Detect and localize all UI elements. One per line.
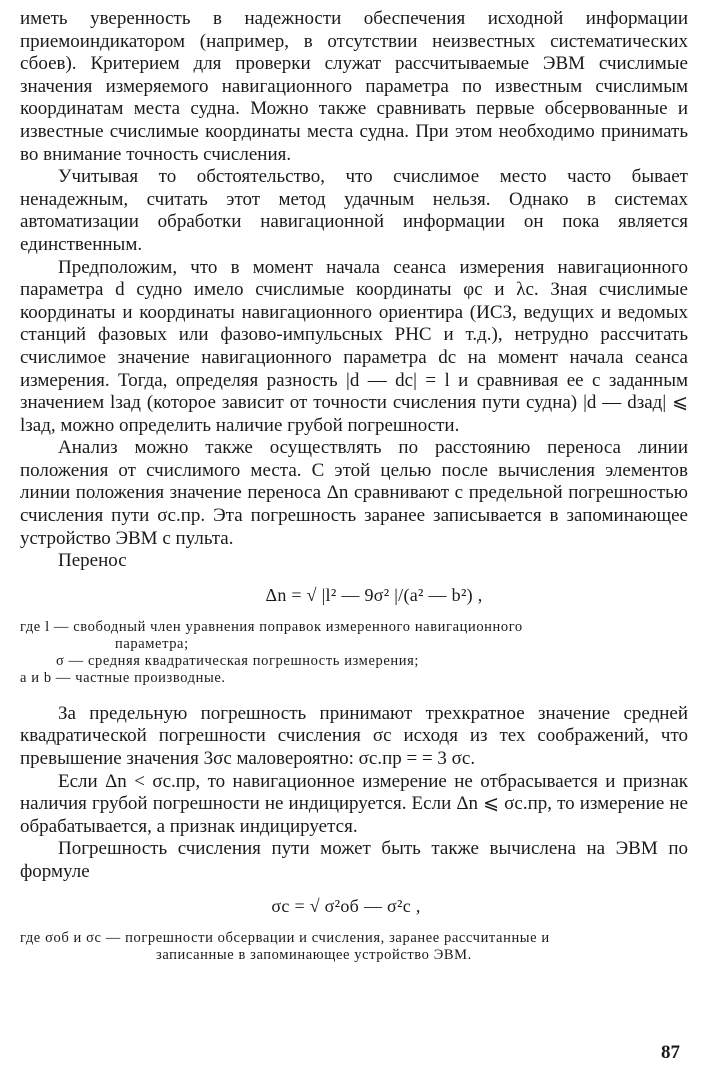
paragraph-6: За предельную погрешность принимают трехкратное значение средней квадратической погрешности счисления σс исходя из тех соображений, что превышение значения 3σс маловероятно: σс.пр = = 3 σс. — [20, 702, 688, 770]
page-body — [20, 8, 688, 964]
formula-delta-n — [20, 583, 688, 607]
formula-sigma-c-text: σс = √ σ²об — σ²с , — [271, 895, 421, 916]
formula-delta-n-text: Δn = √ |l² — 9σ² |/(a² — b²) , — [265, 584, 483, 605]
paragraph-5: Перенос — [58, 550, 127, 572]
note-l: где l — свободный член уравнения поправок измеренного навигационного — [20, 618, 523, 635]
note-sigma-ob-cont: записанные в запоминающее устройство ЭВМ. — [156, 946, 472, 963]
notes-formula-2 — [20, 930, 688, 964]
paragraph-1: иметь уверенность в надежности обеспечения исходной информации приемоиндикатором (например, в отсутствии неизвестных систематических сбоев). Критерием для проверки служат рассчитываемые ЭВМ счислимые значения измеряемого навигационного параметра по известным счислимым координатам места судна. Можно также сравнивать первые обсервованные и известные счислимые координаты места судна. При этом необходимо принимать во внимание точность счисления. — [20, 8, 688, 165]
formula-sigma-c — [20, 894, 688, 918]
paragraph-3: Предположим, что в момент начала сеанса измерения навигационного параметра d судно имело счислимые координаты φс и λс. Зная счислимые координаты и координаты навигационного ориентира (ИСЗ, ведущих и ведомых станций фазовых или фазово-импульсных РНС и т.д.), нетрудно рассчитать счислимое значение навигационного параметра dс на момент начала сеанса измерения. Тогда, определяя разность |d — dс| = l и сравнивая ее с заданным значением lзад (которое зависит от точности счисления пути судна) |d — dзад| ⩽ lзад, можно определить наличие грубой погрешности. — [20, 256, 688, 436]
paragraph-4: Анализ можно также осуществлять по расстоянию переноса линии положения от счислимого места. С этой целью после вычисления элементов линии положения значение переноса Δn сравнивают с предельной погрешностью счисления пути σс.пр. Эта погрешность заранее записывается в запоминающее устройство ЭВМ с пульта. — [20, 437, 688, 549]
notes-formula-1 — [20, 619, 688, 687]
paragraph-8: Погрешность счисления пути может быть также вычислена на ЭВМ по формуле — [20, 838, 688, 882]
note-sigma-ob: где σоб и σс — погрешности обсервации и счисления, заранее рассчитанные и — [20, 929, 550, 946]
note-ab: a и b — частные производные. — [20, 669, 226, 686]
paragraph-7: Если Δn < σс.пр, то навигационное измерение не отбрасывается и признак наличия грубой погрешности не индицируется. Если Δn ⩽ σс.пр, то измерение не обрабатывается, а признак индицируется. — [20, 770, 688, 837]
paragraph-2: Учитывая то обстоятельство, что счислимое место часто бывает ненадежным, считать этот метод удачным нельзя. Однако в системах автоматизации обработки навигационной информации он пока является единственным. — [20, 166, 688, 255]
page-number: 87 — [661, 1042, 680, 1063]
note-sigma: σ — средняя квадратическая погрешность измерения; — [56, 652, 419, 669]
note-l-cont: параметра; — [115, 635, 189, 652]
